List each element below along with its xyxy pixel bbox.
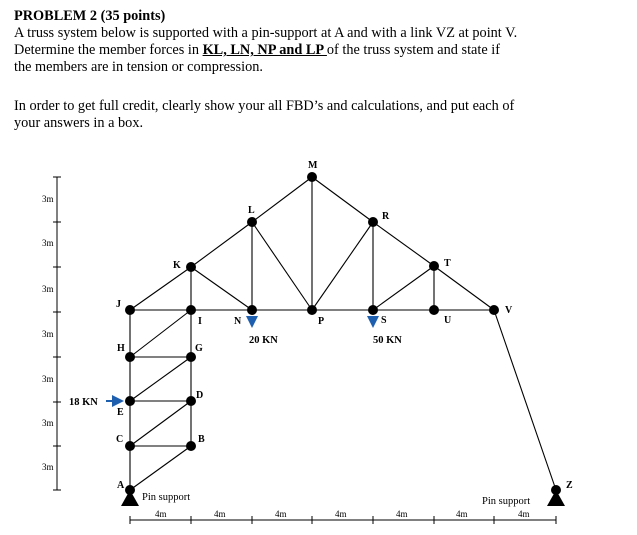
- label-K: K: [173, 260, 181, 271]
- label-D: D: [196, 390, 204, 401]
- joint-L: [247, 217, 257, 227]
- joint-T: [429, 261, 439, 271]
- truss-joints: [125, 172, 561, 495]
- vdim-6: 3m: [42, 418, 54, 428]
- joint-C: [125, 441, 135, 451]
- problem-members: KL, LN, NP and LP: [202, 42, 327, 58]
- joint-J: [125, 305, 135, 315]
- vdim-3: 3m: [42, 284, 54, 294]
- joint-B: [186, 441, 196, 451]
- support-label-left: Pin support: [142, 492, 191, 503]
- joint-K: [186, 262, 196, 272]
- problem-title: PROBLEM 2 (35 points): [14, 8, 166, 24]
- joint-P: [307, 305, 317, 315]
- support-labels: [142, 492, 530, 507]
- problem-line-2c: of the truss system and state if: [326, 42, 501, 58]
- label-I: I: [198, 316, 202, 327]
- horizontal-dim-labels: [155, 509, 530, 519]
- problem-line-2a: Determine the member forces in: [14, 42, 203, 58]
- joint-labels: [116, 160, 573, 491]
- vdim-4: 3m: [42, 329, 54, 339]
- label-L: L: [248, 205, 255, 216]
- label-C: C: [116, 434, 124, 445]
- pin-support-Z: [547, 490, 565, 506]
- label-Z: Z: [566, 480, 573, 491]
- vertical-dim-labels: [42, 194, 54, 472]
- label-N: N: [234, 316, 242, 327]
- vdim-2: 3m: [42, 238, 54, 248]
- hdim-5: 4m: [396, 509, 408, 519]
- label-U: U: [444, 315, 452, 326]
- label-J: J: [116, 299, 121, 310]
- hdim-2: 4m: [214, 509, 226, 519]
- joint-V: [489, 305, 499, 315]
- label-A: A: [117, 480, 125, 491]
- joint-S: [368, 305, 378, 315]
- load-50kn-label: 50 KN: [373, 335, 402, 346]
- hdim-1: 4m: [155, 509, 167, 519]
- joint-M: [307, 172, 317, 182]
- label-B: B: [198, 434, 205, 445]
- joint-D: [186, 396, 196, 406]
- label-T: T: [444, 258, 451, 269]
- load-20kn-label: 20 KN: [249, 335, 278, 346]
- hdim-7: 4m: [518, 509, 530, 519]
- label-V: V: [505, 305, 513, 316]
- credit-line-1: In order to get full credit, clearly show your all FBD’s and calculations, and put each of: [14, 98, 515, 114]
- problem-line-1: A truss system below is supported with a pin-support at A and with a link VZ at point V.: [14, 25, 518, 41]
- label-S: S: [381, 315, 387, 326]
- vdim-1: 3m: [42, 194, 54, 204]
- label-P: P: [318, 316, 325, 327]
- credit-line-2: your answers in a box.: [14, 115, 144, 131]
- joint-H: [125, 352, 135, 362]
- joint-I: [186, 305, 196, 315]
- joint-U: [429, 305, 439, 315]
- support-label-right: Pin support: [482, 496, 531, 507]
- hdim-6: 4m: [456, 509, 468, 519]
- vdim-5: 3m: [42, 374, 54, 384]
- joint-E: [125, 396, 135, 406]
- joint-R: [368, 217, 378, 227]
- vertical-dimension: [53, 177, 61, 490]
- label-E: E: [117, 407, 124, 418]
- vdim-7: 3m: [42, 462, 54, 472]
- label-M: M: [308, 160, 318, 171]
- label-H: H: [117, 343, 125, 354]
- pin-support-A: [121, 490, 139, 506]
- joint-N: [247, 305, 257, 315]
- label-R: R: [382, 211, 390, 222]
- problem-line-3: the members are in tension or compression.: [14, 59, 263, 75]
- hdim-3: 4m: [275, 509, 287, 519]
- load-18kn-label: 18 KN: [69, 397, 98, 408]
- label-G: G: [195, 343, 203, 354]
- hdim-4: 4m: [335, 509, 347, 519]
